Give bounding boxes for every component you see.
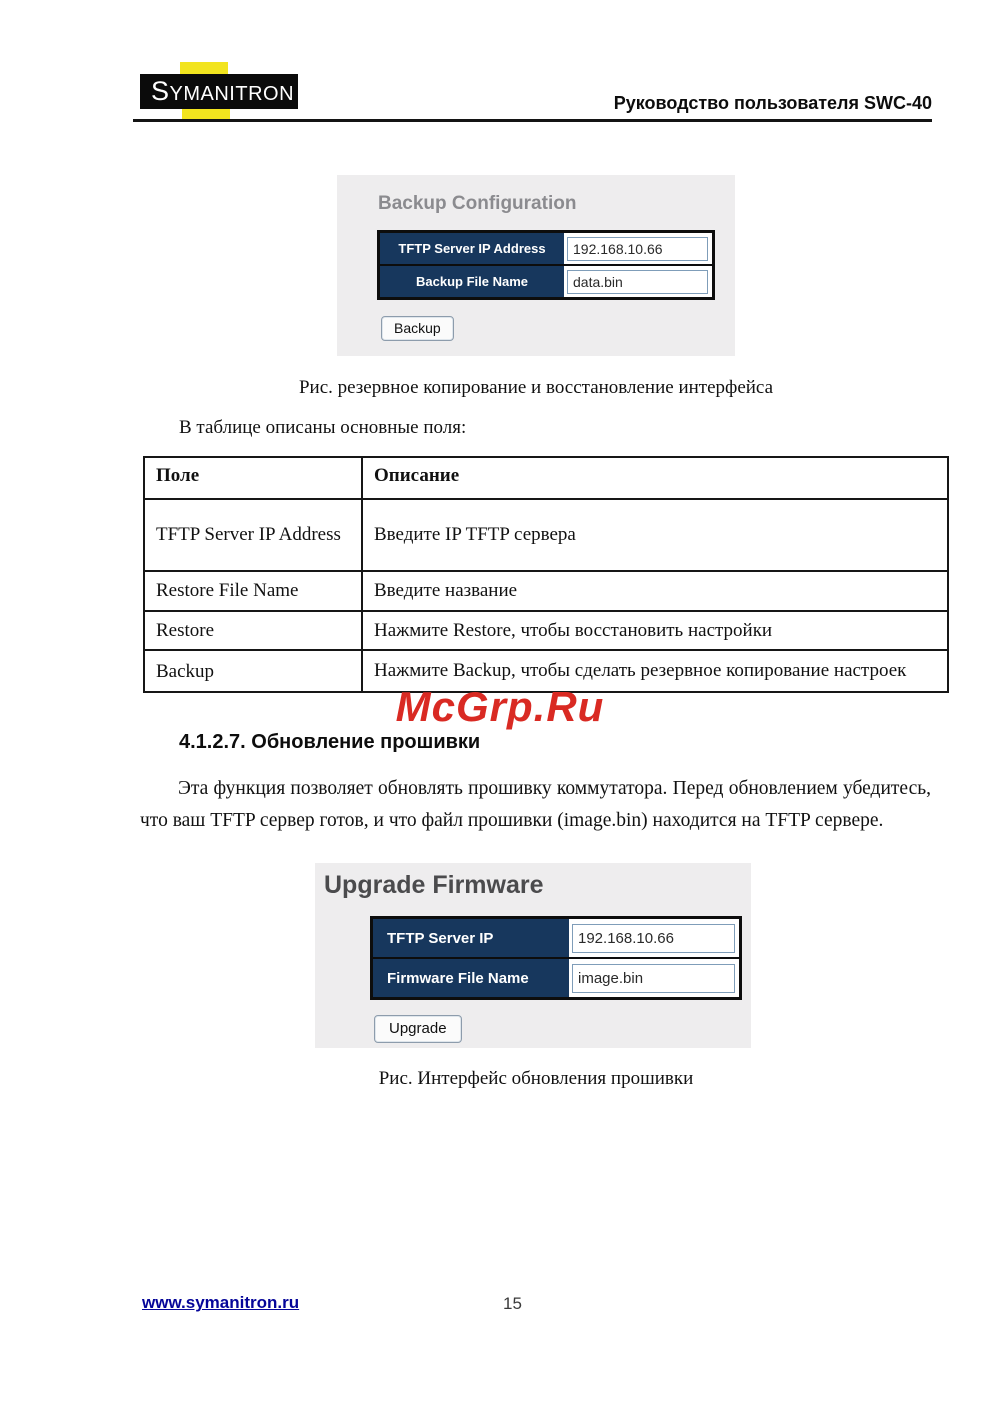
table-row	[144, 499, 948, 571]
backup-button[interactable]: Backup	[381, 316, 454, 341]
section-paragraph: Эта функция позволяет обновлять прошивку коммутатора. Перед обновлением убедитесь, что ваш TFTP сервер готов, и что файл прошивки (image.bin) находится на TFTP сервере.	[140, 778, 931, 831]
figure2-caption: Рис. Интерфейс обновления прошивки	[378, 1068, 694, 1089]
tftp-server-ip-input[interactable]	[572, 924, 735, 953]
footer-page-number: 15	[503, 1294, 522, 1313]
backup-configuration-panel	[337, 175, 735, 356]
field-cell: TFTP Server IP Address	[144, 499, 362, 571]
upgrade-form-row	[373, 919, 739, 959]
tftp-server-ip-address-input[interactable]	[567, 237, 708, 261]
table-header-row	[144, 457, 948, 499]
description-cell: Введите IP TFTP сервера	[362, 499, 948, 571]
field-cell: Restore File Name	[144, 571, 362, 611]
mcgrp-watermark: McGrp.Ru	[395, 683, 605, 730]
symanitron-logo	[140, 74, 298, 109]
backup-form-table	[377, 230, 715, 300]
figure1-caption: Рис. резервное копирование и восстановление интерфейса	[298, 377, 774, 398]
description-cell: Нажмите Backup, чтобы сделать резервное копирование настроек	[362, 650, 948, 692]
upgrade-form-row	[373, 959, 739, 997]
firmware-file-name-cell	[569, 959, 739, 997]
fields-description-table	[143, 456, 949, 693]
header-divider	[133, 119, 932, 122]
firmware-file-name-input[interactable]	[572, 964, 735, 993]
tftp-server-ip-address-cell	[564, 233, 712, 264]
upgrade-button[interactable]: Upgrade	[374, 1015, 462, 1043]
upgrade-form-table	[370, 916, 742, 1000]
upgrade-firmware-panel	[315, 863, 751, 1048]
backup-form-row	[380, 266, 712, 297]
tftp-server-ip-cell	[569, 919, 739, 957]
logo-text: SYMANITRON	[151, 76, 295, 106]
backup-form-row	[380, 233, 712, 266]
footer-website-link[interactable]: www.symanitron.ru	[142, 1293, 300, 1312]
description-cell: Введите название	[362, 571, 948, 611]
table-row	[144, 571, 948, 611]
backup-file-name-cell	[564, 266, 712, 297]
table-intro-text: В таблице описаны основные поля:	[179, 417, 467, 438]
tftp-server-ip-address-label: TFTP Server IP Address	[380, 233, 564, 264]
tftp-server-ip-label: TFTP Server IP	[373, 919, 569, 957]
document-title: Руководство пользователя SWC-40	[613, 93, 932, 113]
backup-file-name-input[interactable]	[567, 270, 708, 294]
firmware-file-name-label: Firmware File Name	[373, 959, 569, 997]
field-cell: Backup	[144, 650, 362, 692]
backup-panel-title: Backup Configuration	[378, 193, 577, 214]
upgrade-panel-title: Upgrade Firmware	[324, 871, 544, 899]
section-heading: 4.1.2.7. Обновление прошивки	[179, 731, 481, 753]
backup-file-name-label: Backup File Name	[380, 266, 564, 297]
column-header-description: Описание	[362, 457, 948, 499]
description-cell: Нажмите Restore, чтобы восстановить настройки	[362, 611, 948, 650]
table-row	[144, 611, 948, 650]
column-header-field: Поле	[144, 457, 362, 499]
field-cell: Restore	[144, 611, 362, 650]
